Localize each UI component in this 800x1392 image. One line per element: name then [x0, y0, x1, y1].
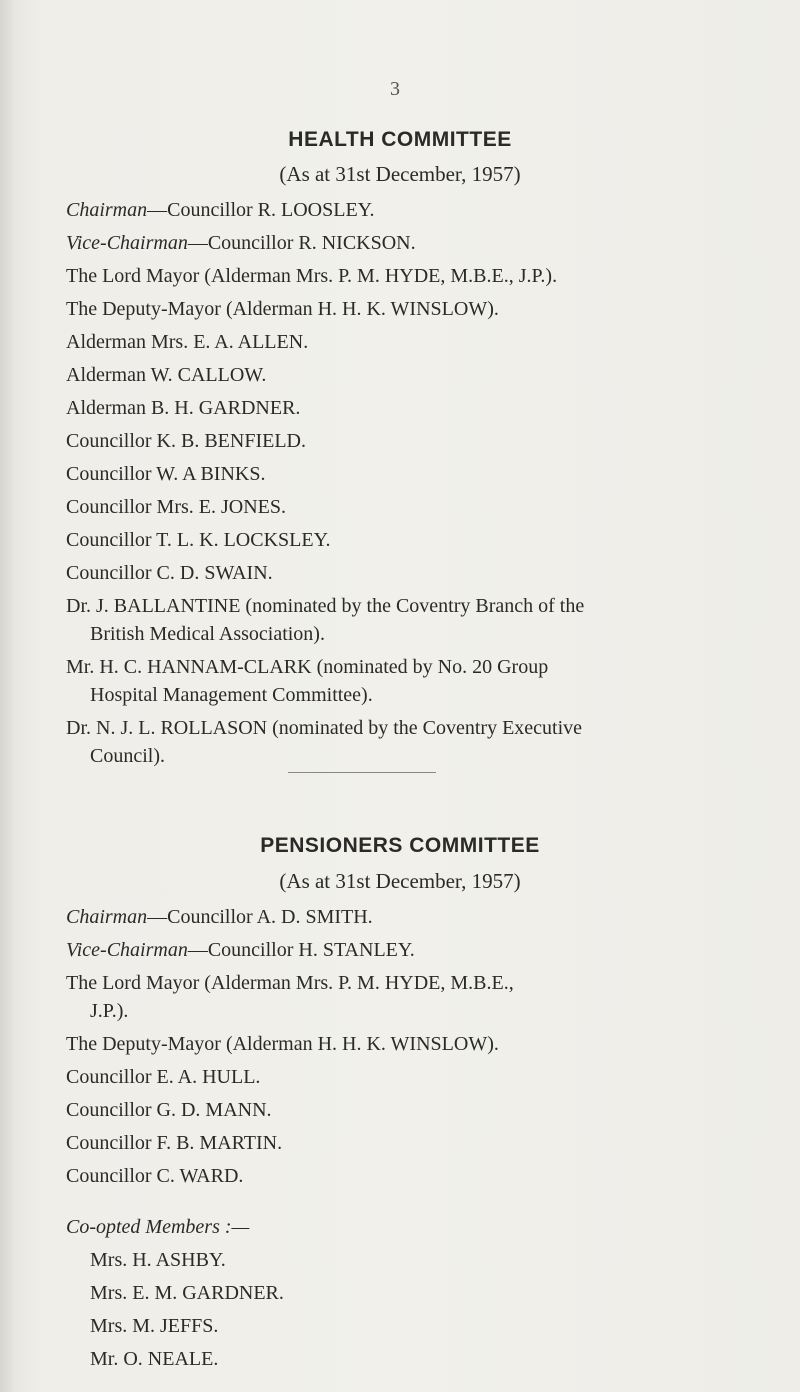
health-member: The Deputy-Mayor (Alderman H. H. K. WINSLOW). [66, 298, 499, 320]
section-divider [288, 772, 436, 773]
pensioners-vice-name: —Councillor H. STANLEY. [187, 939, 415, 961]
pensioners-vice-role: Vice-Chairman [66, 939, 188, 961]
coopted-member: Mrs. H. ASHBY. [90, 1249, 226, 1271]
health-member-continued: Council). [90, 745, 165, 767]
health-member: Alderman W. CALLOW. [66, 364, 267, 386]
health-member: The Lord Mayor (Alderman Mrs. P. M. HYDE, M.B.E., J.P.). [66, 265, 558, 287]
health-chairman-role: Chairman [66, 199, 148, 221]
health-committee-title: HEALTH COMMITTEE [288, 128, 512, 151]
health-vice-name: —Councillor R. NICKSON. [187, 232, 416, 254]
pensioners-chairman [66, 903, 373, 931]
health-member-continued: Hospital Management Committee). [90, 684, 373, 706]
pensioners-committee-date: (As at 31st December, 1957) [279, 869, 521, 893]
coopted-member: Mr. O. NEALE. [90, 1348, 219, 1370]
health-member: Alderman B. H. GARDNER. [66, 397, 301, 419]
pensioners-member: Councillor E. A. HULL. [66, 1066, 261, 1088]
page-number: 3 [390, 78, 400, 100]
health-member: Councillor K. B. BENFIELD. [66, 430, 306, 452]
health-member: Mr. H. C. HANNAM-CLARK (nominated by No. 20 Group [66, 656, 549, 678]
health-member: Councillor W. A BINKS. [66, 463, 266, 485]
health-member: Alderman Mrs. E. A. ALLEN. [66, 331, 309, 353]
coopted-members-label: Co-opted Members :— [66, 1216, 250, 1238]
pensioners-member: Councillor G. D. MANN. [66, 1099, 272, 1121]
health-member: Councillor T. L. K. LOCKSLEY. [66, 529, 331, 551]
health-member-continued: British Medical Association). [90, 623, 325, 645]
health-member: Councillor C. D. SWAIN. [66, 562, 273, 584]
pensioners-chairman-role: Chairman [66, 906, 148, 928]
health-member: Dr. J. BALLANTINE (nominated by the Coventry Branch of the [66, 595, 585, 617]
page-spine-shadow [0, 0, 14, 1392]
pensioners-member: The Lord Mayor (Alderman Mrs. P. M. HYDE, M.B.E., [66, 972, 514, 994]
coopted-member: Mrs. E. M. GARDNER. [90, 1282, 284, 1304]
pensioners-member: The Deputy-Mayor (Alderman H. H. K. WINSLOW). [66, 1033, 499, 1055]
health-committee-date: (As at 31st December, 1957) [279, 162, 521, 186]
pensioners-member: Councillor F. B. MARTIN. [66, 1132, 283, 1154]
pensioners-chairman-name: —Councillor A. D. SMITH. [147, 906, 373, 928]
pensioners-member: Councillor C. WARD. [66, 1165, 244, 1187]
health-member: Dr. N. J. L. ROLLASON (nominated by the Coventry Executive [66, 717, 583, 739]
health-vice-role: Vice-Chairman [66, 232, 188, 254]
health-vice-chairman [66, 229, 416, 257]
health-member: Councillor Mrs. E. JONES. [66, 496, 286, 518]
pensioners-vice-chairman [66, 936, 415, 964]
health-chairman [66, 196, 375, 224]
health-chairman-name: —Councillor R. LOOSLEY. [147, 199, 375, 221]
pensioners-committee-title: PENSIONERS COMMITTEE [260, 834, 540, 857]
coopted-member: Mrs. M. JEFFS. [90, 1315, 219, 1337]
pensioners-member-continued: J.P.). [90, 1000, 129, 1022]
